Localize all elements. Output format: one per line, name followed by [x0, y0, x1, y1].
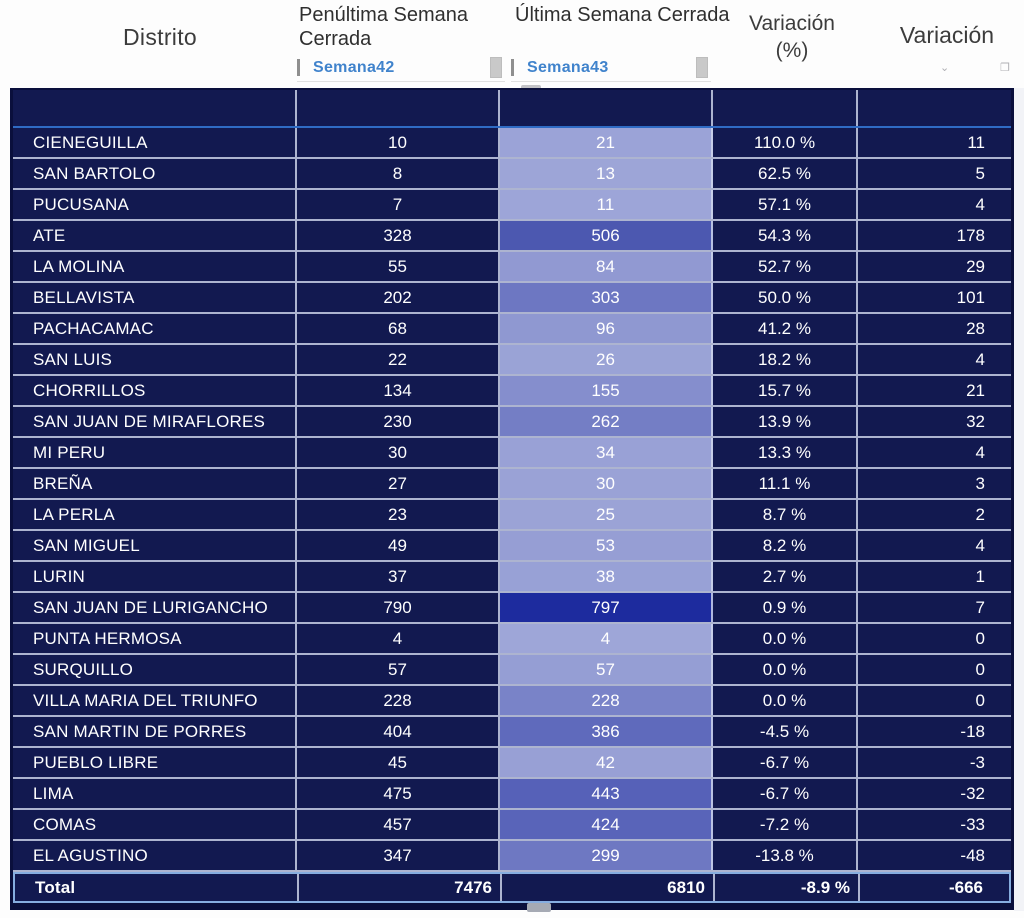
- total-prev-week: 7476: [299, 874, 502, 901]
- cell-last-week: 13: [500, 159, 713, 188]
- cell-prev-week: 37: [297, 562, 500, 591]
- cell-prev-week: 23: [297, 500, 500, 529]
- cell-variation-pct: 50.0 %: [713, 283, 858, 312]
- column-header-penultima-semana: Penúltima Semana Cerrada: [299, 4, 468, 51]
- cell-district: CIENEGUILLA: [13, 128, 297, 157]
- cell-variation-pct: -7.2 %: [713, 810, 858, 839]
- cell-variation: 0: [975, 690, 985, 710]
- cell-last-week: 34: [500, 438, 713, 467]
- column-header-distrito: Distrito: [123, 24, 197, 50]
- cell-district: MI PERU: [13, 438, 297, 467]
- cell-variation: 11: [967, 132, 985, 152]
- cell-variation-pct: 57.1 %: [713, 190, 858, 219]
- cell-last-week: 506: [500, 221, 713, 250]
- cell-last-week: 21: [500, 128, 713, 157]
- cell-variation-pct: 54.3 %: [713, 221, 858, 250]
- cell-prev-week: 475: [297, 779, 500, 808]
- cell-district: BELLAVISTA: [13, 283, 297, 312]
- cell-prev-week: 347: [297, 841, 500, 870]
- cell-variation: 0: [975, 628, 985, 648]
- cell-last-week: 797: [500, 593, 713, 622]
- cell-variation: 178: [956, 225, 985, 245]
- cell-prev-week: 8: [297, 159, 500, 188]
- cell-variation: 32: [966, 411, 985, 431]
- cell-district: SAN MARTIN DE PORRES: [13, 717, 297, 746]
- cell-last-week: 53: [500, 531, 713, 560]
- cell-district: SAN BARTOLO: [13, 159, 297, 188]
- total-variation: -666: [948, 877, 983, 897]
- slicer-semana42[interactable]: [297, 54, 505, 82]
- cell-variation-pct: 62.5 %: [713, 159, 858, 188]
- cell-variation-pct: 0.9 %: [713, 593, 858, 622]
- cell-variation-pct: 2.7 %: [713, 562, 858, 591]
- cell-district: CHORRILLOS: [13, 376, 297, 405]
- cell-last-week: 4: [500, 624, 713, 653]
- cell-district: PUCUSANA: [13, 190, 297, 219]
- cell-last-week: 299: [500, 841, 713, 870]
- cell-prev-week: 27: [297, 469, 500, 498]
- table-row[interactable]: [13, 283, 1011, 314]
- table-row[interactable]: [13, 221, 1011, 252]
- cell-variation-pct: -13.8 %: [713, 841, 858, 870]
- cell-prev-week: 68: [297, 314, 500, 343]
- column-header-ultima-semana: Última Semana Cerrada: [515, 4, 730, 26]
- cell-variation-pct: 0.0 %: [713, 686, 858, 715]
- table-row[interactable]: [13, 190, 1011, 221]
- table-row[interactable]: [13, 128, 1011, 159]
- cell-variation: 2: [975, 504, 985, 524]
- cell-district: LURIN: [13, 562, 297, 591]
- cell-district: PACHACAMAC: [13, 314, 297, 343]
- cell-variation-pct: 18.2 %: [713, 345, 858, 374]
- slicer-semana42-label: Semana42: [313, 58, 395, 76]
- table-row[interactable]: [13, 717, 1011, 748]
- cell-last-week: 386: [500, 717, 713, 746]
- cell-variation: 5: [975, 163, 985, 183]
- table-total-row[interactable]: [13, 872, 1011, 903]
- cell-district: SURQUILLO: [13, 655, 297, 684]
- cell-last-week: 84: [500, 252, 713, 281]
- column-header-variacion-pct: Variación (%): [749, 12, 835, 63]
- cell-last-week: 96: [500, 314, 713, 343]
- cell-prev-week: 57: [297, 655, 500, 684]
- slicer-semana43-scroll-handle[interactable]: [696, 57, 708, 78]
- slicer-divider-icon: [511, 59, 514, 76]
- column-header-variacion: Variación: [899, 22, 995, 48]
- cell-variation-pct: 0.0 %: [713, 624, 858, 653]
- slicer-semana43-label: Semana43: [527, 58, 609, 76]
- cell-variation-pct: -6.7 %: [713, 748, 858, 777]
- cell-prev-week: 790: [297, 593, 500, 622]
- cell-last-week: 424: [500, 810, 713, 839]
- cell-prev-week: 202: [297, 283, 500, 312]
- cell-variation: 7: [975, 597, 985, 617]
- cell-district: SAN MIGUEL: [13, 531, 297, 560]
- table-row[interactable]: [13, 841, 1011, 872]
- cell-prev-week: 22: [297, 345, 500, 374]
- cell-variation: -3: [969, 752, 985, 772]
- cell-prev-week: 457: [297, 810, 500, 839]
- cell-last-week: 30: [500, 469, 713, 498]
- table-row[interactable]: [13, 438, 1011, 469]
- cell-prev-week: 30: [297, 438, 500, 467]
- cell-district: PUEBLO LIBRE: [13, 748, 297, 777]
- cell-last-week: 228: [500, 686, 713, 715]
- horizontal-scrollbar-thumb[interactable]: [527, 903, 551, 912]
- table-row[interactable]: [13, 531, 1011, 562]
- cell-last-week: 42: [500, 748, 713, 777]
- cell-last-week: 303: [500, 283, 713, 312]
- cell-district: LA MOLINA: [13, 252, 297, 281]
- cell-last-week: 26: [500, 345, 713, 374]
- cell-prev-week: 55: [297, 252, 500, 281]
- cell-variation: -18: [960, 721, 985, 741]
- cell-last-week: 443: [500, 779, 713, 808]
- cell-prev-week: 49: [297, 531, 500, 560]
- cell-variation-pct: 110.0 %: [713, 128, 858, 157]
- cell-last-week: 262: [500, 407, 713, 436]
- vertical-scrollbar-track[interactable]: [1014, 88, 1024, 911]
- cell-district: SAN JUAN DE LURIGANCHO: [13, 593, 297, 622]
- table-row[interactable]: [13, 159, 1011, 190]
- cell-district: BREÑA: [13, 469, 297, 498]
- cell-prev-week: 7: [297, 190, 500, 219]
- cell-variation: 4: [975, 194, 985, 214]
- cell-prev-week: 228: [297, 686, 500, 715]
- focus-mode-icon[interactable]: ❐: [1000, 62, 1010, 74]
- cell-variation-pct: 52.7 %: [713, 252, 858, 281]
- cell-variation: 28: [966, 318, 985, 338]
- cell-last-week: 25: [500, 500, 713, 529]
- cell-last-week: 11: [500, 190, 713, 219]
- cell-variation: 3: [975, 473, 985, 493]
- cell-last-week: 57: [500, 655, 713, 684]
- cell-district: COMAS: [13, 810, 297, 839]
- cell-prev-week: 134: [297, 376, 500, 405]
- cell-variation-pct: 8.2 %: [713, 531, 858, 560]
- cell-prev-week: 10: [297, 128, 500, 157]
- cell-variation-pct: 13.9 %: [713, 407, 858, 436]
- cell-district: LA PERLA: [13, 500, 297, 529]
- cell-prev-week: 230: [297, 407, 500, 436]
- cell-variation-pct: 41.2 %: [713, 314, 858, 343]
- cell-variation-pct: 11.1 %: [713, 469, 858, 498]
- table-row[interactable]: [13, 748, 1011, 779]
- cell-variation: -32: [960, 783, 985, 803]
- cell-district: VILLA MARIA DEL TRIUNFO: [13, 686, 297, 715]
- cell-district: PUNTA HERMOSA: [13, 624, 297, 653]
- cell-district: SAN JUAN DE MIRAFLORES: [13, 407, 297, 436]
- filter-icon[interactable]: ⌄: [940, 62, 950, 74]
- table-row[interactable]: [13, 810, 1011, 841]
- table-row[interactable]: [13, 779, 1011, 810]
- table-row[interactable]: [13, 407, 1011, 438]
- table-row[interactable]: [13, 500, 1011, 531]
- cell-variation: 101: [956, 287, 985, 307]
- total-label: Total: [15, 874, 299, 901]
- cell-last-week: 38: [500, 562, 713, 591]
- cell-variation-pct: 13.3 %: [713, 438, 858, 467]
- cell-last-week: 155: [500, 376, 713, 405]
- cell-variation: -33: [960, 814, 985, 834]
- table-row[interactable]: [13, 345, 1011, 376]
- cell-variation-pct: 8.7 %: [713, 500, 858, 529]
- table-header-row: [13, 90, 1011, 128]
- cell-prev-week: 4: [297, 624, 500, 653]
- slicer-divider-icon: [297, 59, 300, 76]
- table-row[interactable]: [13, 376, 1011, 407]
- table-visual: [10, 88, 1014, 910]
- cell-prev-week: 328: [297, 221, 500, 250]
- table-row[interactable]: [13, 562, 1011, 593]
- table-row[interactable]: [13, 686, 1011, 717]
- cell-variation-pct: 0.0 %: [713, 655, 858, 684]
- cell-district: EL AGUSTINO: [13, 841, 297, 870]
- total-last-week: 6810: [502, 874, 715, 901]
- slicer-semana43[interactable]: [511, 54, 711, 82]
- cell-district: ATE: [13, 221, 297, 250]
- cell-variation: 4: [975, 442, 985, 462]
- table-row[interactable]: [13, 593, 1011, 624]
- table-row[interactable]: [13, 655, 1011, 686]
- cell-variation: 1: [975, 566, 985, 586]
- table-row[interactable]: [13, 314, 1011, 345]
- cell-variation: -48: [960, 845, 985, 865]
- cell-variation: 0: [975, 659, 985, 679]
- cell-variation: 4: [975, 535, 985, 555]
- cell-variation-pct: 15.7 %: [713, 376, 858, 405]
- visual-header-icons: [940, 60, 1010, 76]
- total-variation-pct: -8.9 %: [715, 874, 860, 901]
- cell-variation-pct: -4.5 %: [713, 717, 858, 746]
- table-row[interactable]: [13, 469, 1011, 500]
- cell-variation: 4: [975, 349, 985, 369]
- cell-prev-week: 404: [297, 717, 500, 746]
- cell-district: SAN LUIS: [13, 345, 297, 374]
- cell-variation: 29: [966, 256, 985, 276]
- cell-prev-week: 45: [297, 748, 500, 777]
- cell-variation: 21: [966, 380, 985, 400]
- table-row[interactable]: [13, 252, 1011, 283]
- table-body: [13, 128, 1011, 872]
- table-row[interactable]: [13, 624, 1011, 655]
- cell-district: LIMA: [13, 779, 297, 808]
- slicer-semana42-scroll-handle[interactable]: [490, 57, 502, 78]
- cell-variation-pct: -6.7 %: [713, 779, 858, 808]
